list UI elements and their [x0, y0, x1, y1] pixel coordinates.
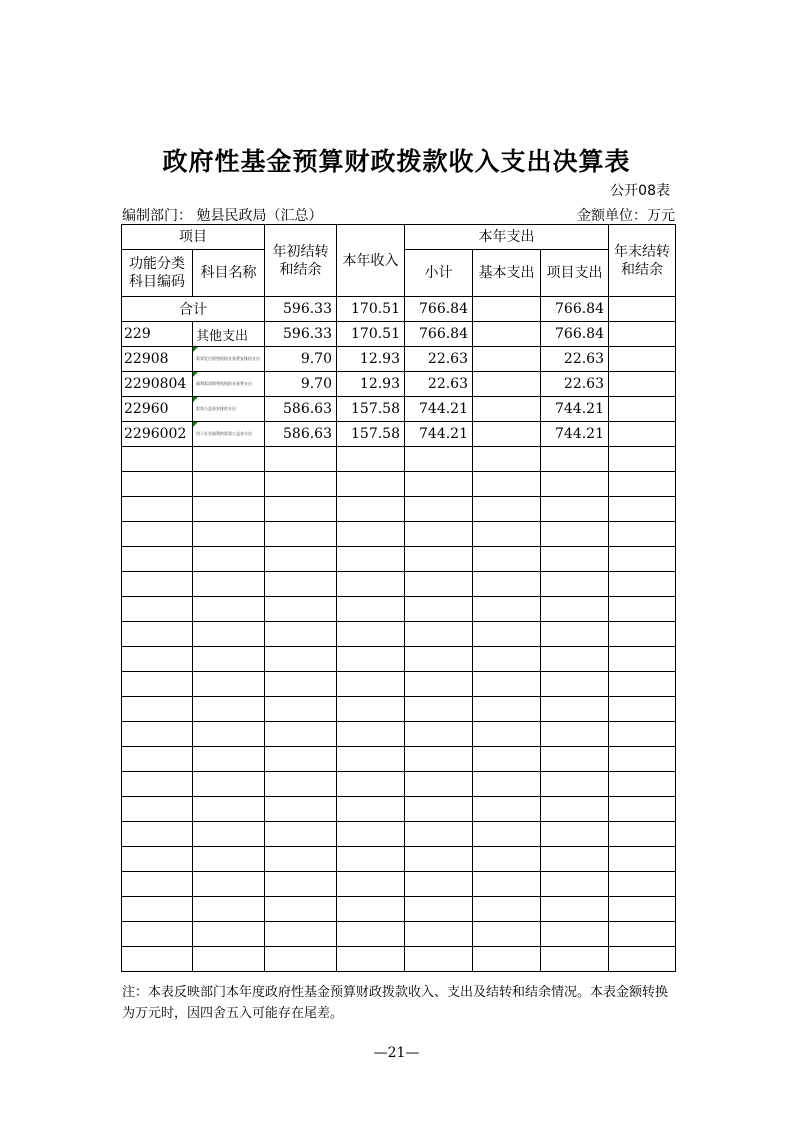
- empty-row: [122, 847, 676, 872]
- empty-cell: [265, 797, 337, 822]
- empty-row: [122, 497, 676, 522]
- empty-cell: [541, 672, 609, 697]
- empty-cell: [405, 697, 473, 722]
- empty-cell: [265, 547, 337, 572]
- empty-cell: [122, 947, 193, 972]
- empty-cell: [405, 497, 473, 522]
- table-row: [122, 372, 676, 397]
- empty-cell: [541, 472, 609, 497]
- empty-cell: [193, 947, 265, 972]
- empty-cell: [405, 747, 473, 772]
- row-subtotal: 766.84: [405, 322, 473, 347]
- empty-cell: [473, 672, 541, 697]
- empty-cell: [609, 772, 676, 797]
- row-code: 229: [122, 322, 193, 347]
- empty-row: [122, 572, 676, 597]
- empty-cell: [122, 572, 193, 597]
- row-subtotal: 22.63: [405, 347, 473, 372]
- total-row: [122, 297, 676, 322]
- row-begin: 586.63: [265, 422, 337, 447]
- empty-cell: [193, 447, 265, 472]
- empty-cell: [541, 722, 609, 747]
- row-subject-name: 其他支出: [193, 322, 265, 347]
- row-code: 2296002: [122, 422, 193, 447]
- empty-cell: [265, 647, 337, 672]
- empty-cell: [122, 722, 193, 747]
- empty-cell: [609, 647, 676, 672]
- empty-cell: [193, 772, 265, 797]
- compiling-department: 编制部门： 勉县民政局（汇总）: [122, 208, 323, 224]
- empty-cell: [122, 447, 193, 472]
- row-income: 170.51: [337, 322, 405, 347]
- empty-row: [122, 797, 676, 822]
- empty-cell: [122, 472, 193, 497]
- empty-row: [122, 647, 676, 672]
- empty-cell: [405, 847, 473, 872]
- empty-cell: [541, 572, 609, 597]
- row-subtotal: 744.21: [405, 422, 473, 447]
- empty-cell: [122, 697, 193, 722]
- table-row: [122, 397, 676, 422]
- empty-cell: [193, 697, 265, 722]
- row-end: [609, 397, 676, 422]
- empty-cell: [405, 947, 473, 972]
- empty-cell: [609, 797, 676, 822]
- row-end: [609, 347, 676, 372]
- empty-cell: [541, 622, 609, 647]
- empty-cell: [193, 547, 265, 572]
- empty-cell: [337, 547, 405, 572]
- empty-cell: [265, 772, 337, 797]
- empty-cell: [473, 447, 541, 472]
- total-end: [609, 297, 676, 322]
- row-subtotal: 22.63: [405, 372, 473, 397]
- empty-cell: [405, 447, 473, 472]
- row-project: 22.63: [541, 372, 609, 397]
- empty-cell: [473, 597, 541, 622]
- empty-cell: [337, 947, 405, 972]
- total-basic: [473, 297, 541, 322]
- empty-cell: [405, 797, 473, 822]
- empty-cell: [405, 597, 473, 622]
- row-basic: [473, 397, 541, 422]
- empty-cell: [609, 847, 676, 872]
- empty-cell: [193, 572, 265, 597]
- empty-row: [122, 922, 676, 947]
- empty-cell: [609, 697, 676, 722]
- empty-cell: [265, 947, 337, 972]
- empty-cell: [122, 497, 193, 522]
- empty-cell: [473, 572, 541, 597]
- empty-row: [122, 947, 676, 972]
- empty-cell: [193, 472, 265, 497]
- empty-cell: [337, 497, 405, 522]
- empty-cell: [405, 522, 473, 547]
- row-income: 157.58: [337, 422, 405, 447]
- row-project: 744.21: [541, 422, 609, 447]
- empty-cell: [541, 922, 609, 947]
- empty-cell: [541, 772, 609, 797]
- empty-cell: [473, 622, 541, 647]
- row-basic: [473, 422, 541, 447]
- row-basic: [473, 372, 541, 397]
- empty-cell: [405, 772, 473, 797]
- empty-cell: [193, 622, 265, 647]
- empty-cell: [193, 922, 265, 947]
- empty-cell: [265, 497, 337, 522]
- total-income: 170.51: [337, 297, 405, 322]
- empty-cell: [473, 797, 541, 822]
- empty-cell: [122, 872, 193, 897]
- empty-cell: [609, 747, 676, 772]
- empty-cell: [265, 872, 337, 897]
- empty-cell: [122, 797, 193, 822]
- header-subject-name: 科目名称: [193, 250, 265, 297]
- empty-cell: [122, 772, 193, 797]
- empty-cell: [265, 622, 337, 647]
- empty-cell: [265, 522, 337, 547]
- empty-cell: [265, 747, 337, 772]
- empty-cell: [405, 897, 473, 922]
- empty-cell: [541, 797, 609, 822]
- empty-cell: [541, 872, 609, 897]
- empty-cell: [193, 747, 265, 772]
- empty-row: [122, 547, 676, 572]
- empty-row: [122, 897, 676, 922]
- row-code: 22960: [122, 397, 193, 422]
- row-begin: 9.70: [265, 347, 337, 372]
- empty-cell: [473, 872, 541, 897]
- empty-cell: [473, 847, 541, 872]
- budget-table: [121, 224, 676, 972]
- header-begin-balance: 年初结转 和结余: [265, 225, 337, 297]
- empty-cell: [473, 472, 541, 497]
- row-subtotal: 744.21: [405, 397, 473, 422]
- row-subject-name: 福利彩票销售机构的业务费支出: [193, 372, 265, 397]
- footnote: 注：本表反映部门本年度政府性基金预算财政拨款收入、支出及结转和结余情况。本表金额转换为万元时，因四舍五入可能存在尾差。: [122, 985, 669, 1021]
- empty-cell: [473, 497, 541, 522]
- empty-cell: [473, 747, 541, 772]
- empty-cell: [122, 672, 193, 697]
- empty-row: [122, 522, 676, 547]
- empty-row: [122, 872, 676, 897]
- empty-cell: [405, 672, 473, 697]
- empty-cell: [122, 547, 193, 572]
- empty-row: [122, 822, 676, 847]
- empty-cell: [337, 872, 405, 897]
- empty-cell: [541, 597, 609, 622]
- empty-cell: [337, 672, 405, 697]
- empty-cell: [265, 572, 337, 597]
- empty-cell: [541, 522, 609, 547]
- header-basic: 基本支出: [473, 250, 541, 297]
- empty-cell: [473, 722, 541, 747]
- empty-row: [122, 722, 676, 747]
- empty-cell: [609, 497, 676, 522]
- row-project: 744.21: [541, 397, 609, 422]
- empty-cell: [337, 797, 405, 822]
- empty-cell: [609, 547, 676, 572]
- empty-cell: [337, 647, 405, 672]
- row-end: [609, 372, 676, 397]
- table-row: [122, 422, 676, 447]
- empty-cell: [473, 697, 541, 722]
- empty-cell: [541, 847, 609, 872]
- table-row: [122, 322, 676, 347]
- empty-cell: [193, 647, 265, 672]
- row-income: 12.93: [337, 347, 405, 372]
- empty-cell: [265, 447, 337, 472]
- row-project: 22.63: [541, 347, 609, 372]
- cell-marker-icon: [193, 397, 198, 402]
- empty-cell: [473, 522, 541, 547]
- empty-cell: [337, 822, 405, 847]
- empty-cell: [193, 847, 265, 872]
- empty-cell: [193, 522, 265, 547]
- total-label: 合计: [122, 297, 265, 322]
- empty-row: [122, 622, 676, 647]
- amount-unit: 金额单位：万元: [577, 208, 675, 224]
- header-expense: 本年支出: [405, 225, 609, 250]
- empty-cell: [541, 547, 609, 572]
- row-income: 157.58: [337, 397, 405, 422]
- empty-cell: [337, 447, 405, 472]
- empty-row: [122, 672, 676, 697]
- empty-row: [122, 472, 676, 497]
- empty-cell: [265, 672, 337, 697]
- empty-cell: [609, 597, 676, 622]
- empty-cell: [337, 522, 405, 547]
- empty-cell: [405, 922, 473, 947]
- empty-cell: [473, 547, 541, 572]
- empty-cell: [337, 922, 405, 947]
- empty-cell: [122, 922, 193, 947]
- empty-cell: [265, 822, 337, 847]
- empty-cell: [337, 597, 405, 622]
- empty-cell: [122, 847, 193, 872]
- page-number: —21—: [373, 1045, 420, 1061]
- empty-cell: [541, 447, 609, 472]
- empty-cell: [609, 622, 676, 647]
- empty-cell: [609, 447, 676, 472]
- empty-cell: [609, 522, 676, 547]
- empty-cell: [541, 897, 609, 922]
- total-subtotal: 766.84: [405, 297, 473, 322]
- empty-row: [122, 597, 676, 622]
- header-income: 本年收入: [337, 225, 405, 297]
- empty-cell: [541, 647, 609, 672]
- empty-cell: [122, 822, 193, 847]
- empty-cell: [405, 822, 473, 847]
- empty-cell: [405, 872, 473, 897]
- row-end: [609, 422, 676, 447]
- empty-cell: [473, 922, 541, 947]
- empty-cell: [122, 897, 193, 922]
- empty-cell: [265, 847, 337, 872]
- empty-cell: [265, 472, 337, 497]
- row-basic: [473, 322, 541, 347]
- row-begin: 596.33: [265, 322, 337, 347]
- row-subject-name: 用于社会福利的彩票公益金支出: [193, 422, 265, 447]
- empty-cell: [473, 947, 541, 972]
- empty-cell: [265, 722, 337, 747]
- empty-cell: [193, 897, 265, 922]
- row-code: 22908: [122, 347, 193, 372]
- empty-cell: [609, 922, 676, 947]
- empty-row: [122, 697, 676, 722]
- empty-cell: [193, 797, 265, 822]
- empty-cell: [405, 622, 473, 647]
- header-end-balance: 年末结转 和结余: [609, 225, 676, 297]
- empty-cell: [122, 647, 193, 672]
- empty-cell: [473, 647, 541, 672]
- empty-cell: [265, 597, 337, 622]
- total-project: 766.84: [541, 297, 609, 322]
- empty-cell: [193, 497, 265, 522]
- total-begin: 596.33: [265, 297, 337, 322]
- empty-cell: [337, 747, 405, 772]
- empty-cell: [541, 497, 609, 522]
- row-basic: [473, 347, 541, 372]
- empty-cell: [337, 472, 405, 497]
- empty-cell: [609, 872, 676, 897]
- empty-row: [122, 747, 676, 772]
- empty-cell: [122, 522, 193, 547]
- empty-cell: [405, 572, 473, 597]
- empty-cell: [265, 697, 337, 722]
- empty-cell: [405, 472, 473, 497]
- empty-cell: [337, 772, 405, 797]
- empty-cell: [609, 897, 676, 922]
- cell-marker-icon: [193, 372, 198, 377]
- empty-cell: [122, 597, 193, 622]
- empty-cell: [405, 722, 473, 747]
- empty-cell: [337, 697, 405, 722]
- row-begin: 9.70: [265, 372, 337, 397]
- empty-cell: [473, 897, 541, 922]
- empty-cell: [541, 822, 609, 847]
- cell-marker-icon: [193, 422, 198, 427]
- row-code: 2290804: [122, 372, 193, 397]
- empty-cell: [193, 597, 265, 622]
- empty-cell: [541, 947, 609, 972]
- empty-cell: [609, 822, 676, 847]
- empty-cell: [473, 822, 541, 847]
- row-project: 766.84: [541, 322, 609, 347]
- empty-cell: [609, 672, 676, 697]
- empty-cell: [405, 647, 473, 672]
- row-subject-name: 彩票发行销售机构业务费安排的支出: [193, 347, 265, 372]
- empty-cell: [122, 747, 193, 772]
- row-begin: 586.63: [265, 397, 337, 422]
- empty-cell: [265, 897, 337, 922]
- empty-cell: [609, 572, 676, 597]
- empty-cell: [193, 722, 265, 747]
- form-number: 公开08表: [610, 183, 670, 199]
- empty-cell: [337, 897, 405, 922]
- row-income: 12.93: [337, 372, 405, 397]
- row-subject-name: 彩票公益金安排的支出: [193, 397, 265, 422]
- empty-cell: [265, 922, 337, 947]
- empty-cell: [541, 697, 609, 722]
- empty-cell: [473, 772, 541, 797]
- empty-cell: [193, 872, 265, 897]
- empty-cell: [337, 847, 405, 872]
- header-item: 项目: [122, 225, 265, 250]
- empty-cell: [405, 547, 473, 572]
- header-subtotal: 小计: [405, 250, 473, 297]
- cell-marker-icon: [193, 347, 198, 352]
- empty-cell: [609, 947, 676, 972]
- empty-cell: [609, 722, 676, 747]
- empty-cell: [541, 747, 609, 772]
- empty-cell: [337, 722, 405, 747]
- table-row: [122, 347, 676, 372]
- empty-cell: [122, 622, 193, 647]
- empty-cell: [337, 572, 405, 597]
- row-end: [609, 322, 676, 347]
- page-title: 政府性基金预算财政拨款收入支出决算表: [162, 147, 631, 176]
- empty-row: [122, 772, 676, 797]
- empty-cell: [193, 672, 265, 697]
- header-func-code: 功能分类 科目编码: [122, 250, 193, 297]
- empty-cell: [609, 472, 676, 497]
- header-project: 项目支出: [541, 250, 609, 297]
- empty-cell: [193, 822, 265, 847]
- empty-cell: [337, 622, 405, 647]
- empty-row: [122, 447, 676, 472]
